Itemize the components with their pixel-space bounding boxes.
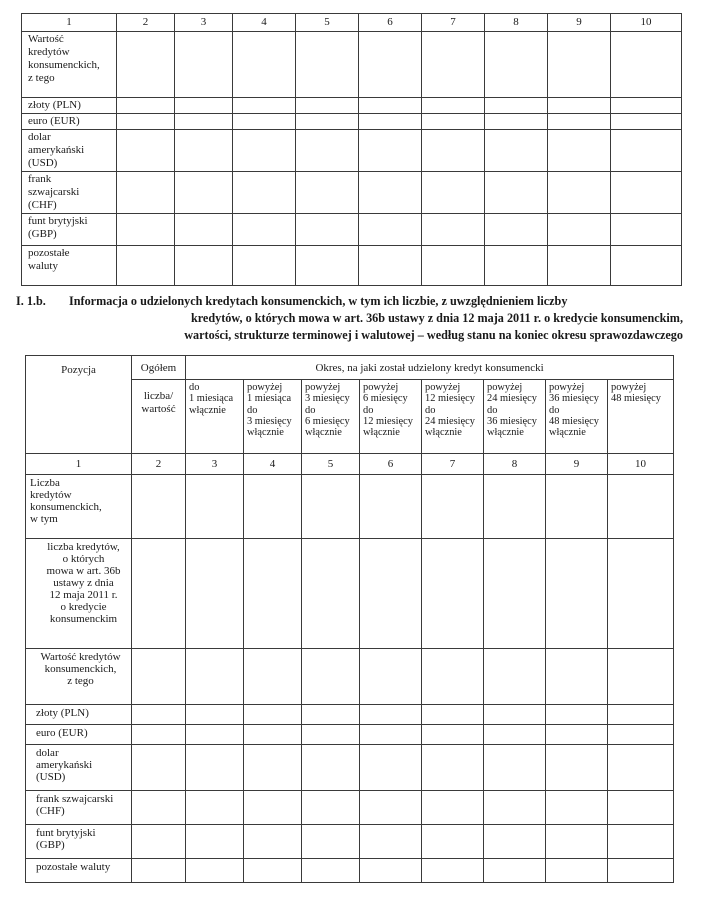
- column-number: 9: [548, 14, 611, 32]
- data-cell[interactable]: [608, 705, 674, 725]
- data-cell[interactable]: [422, 745, 484, 791]
- data-cell[interactable]: [302, 705, 360, 725]
- data-cell[interactable]: [608, 791, 674, 825]
- data-cell[interactable]: [485, 32, 548, 98]
- column-number: 8: [485, 14, 548, 32]
- data-cell[interactable]: [132, 539, 186, 649]
- data-cell[interactable]: [186, 475, 244, 539]
- label-line: z tego: [67, 675, 94, 687]
- consumer-credit-table: [25, 355, 674, 883]
- heading-line: wartości, strukturze terminowej i walutowej – według stanu na koniec okresu sprawozdawczego: [184, 328, 683, 342]
- column-number: 8: [484, 454, 546, 475]
- table-body: [26, 356, 674, 883]
- period-header: [244, 380, 302, 454]
- label-line: ustawy z dnia: [53, 577, 114, 589]
- data-cell[interactable]: [422, 114, 485, 130]
- data-cell[interactable]: [611, 214, 682, 246]
- section-number: I. 1.b.: [16, 294, 46, 308]
- row-label: [22, 246, 117, 286]
- data-cell[interactable]: [485, 172, 548, 214]
- data-cell[interactable]: [422, 98, 485, 114]
- data-cell[interactable]: [302, 825, 360, 859]
- label-line: 1 miesiąca: [189, 393, 234, 405]
- period-header: [422, 380, 484, 454]
- data-cell[interactable]: [296, 114, 359, 130]
- data-cell[interactable]: [359, 246, 422, 286]
- data-cell[interactable]: [422, 246, 485, 286]
- data-cell[interactable]: [422, 825, 484, 859]
- label-line: złoty (PLN): [28, 99, 81, 111]
- data-cell[interactable]: [422, 539, 484, 649]
- period-header: [546, 380, 608, 454]
- data-cell[interactable]: [360, 649, 422, 705]
- data-cell[interactable]: [422, 130, 485, 172]
- data-cell[interactable]: [302, 539, 360, 649]
- label-line: 3 miesięcy: [247, 415, 292, 427]
- label-line: włącznie: [247, 427, 284, 439]
- data-cell[interactable]: [360, 725, 422, 745]
- data-cell[interactable]: [175, 114, 233, 130]
- table-row: [26, 649, 674, 705]
- header-pozycja: Pozycja: [26, 356, 132, 454]
- label-line: frank: [28, 173, 52, 185]
- data-cell[interactable]: [422, 172, 485, 214]
- label-line: amerykański: [28, 144, 85, 156]
- table-row: [22, 32, 682, 98]
- data-cell[interactable]: [244, 725, 302, 745]
- label-line: 3 miesięcy: [305, 393, 350, 405]
- row-label: [26, 725, 132, 745]
- data-cell[interactable]: [186, 859, 244, 883]
- label-line: dolar: [36, 747, 59, 759]
- data-cell[interactable]: [233, 114, 296, 130]
- label-line: 36 miesięcy: [487, 415, 537, 427]
- data-cell[interactable]: [548, 32, 611, 98]
- data-cell[interactable]: [484, 745, 546, 791]
- data-cell[interactable]: [484, 705, 546, 725]
- data-cell[interactable]: [132, 745, 186, 791]
- row-label: [22, 114, 117, 130]
- data-cell[interactable]: [132, 859, 186, 883]
- data-cell[interactable]: [360, 475, 422, 539]
- table-row: [26, 745, 674, 791]
- data-cell[interactable]: [244, 705, 302, 725]
- table-row: [26, 539, 674, 649]
- data-cell[interactable]: [608, 725, 674, 745]
- data-cell[interactable]: [233, 98, 296, 114]
- data-cell[interactable]: [186, 705, 244, 725]
- label-line: włącznie: [487, 427, 524, 439]
- data-cell[interactable]: [360, 539, 422, 649]
- label-line: włącznie: [189, 404, 226, 416]
- column-number: 5: [302, 454, 360, 475]
- header-okres: Okres, na jaki został udzielony kredyt konsumencki: [186, 356, 674, 380]
- label-line: do: [425, 404, 436, 416]
- label-line: amerykański: [36, 759, 93, 771]
- label-line: o których: [62, 553, 105, 565]
- data-cell[interactable]: [360, 791, 422, 825]
- data-cell[interactable]: [296, 246, 359, 286]
- data-cell[interactable]: [186, 539, 244, 649]
- label-line: włącznie: [425, 427, 462, 439]
- header-ogolem-sub: [132, 380, 186, 454]
- period-header: [484, 380, 546, 454]
- data-cell[interactable]: [546, 745, 608, 791]
- label-line: 6 miesięcy: [305, 415, 350, 427]
- label-line: powyżej: [305, 382, 341, 393]
- data-cell[interactable]: [244, 475, 302, 539]
- label-line: o kredycie: [60, 601, 107, 613]
- table-row: [22, 214, 682, 246]
- column-number: 4: [244, 454, 302, 475]
- label-line: do: [305, 404, 316, 416]
- column-number: 7: [422, 14, 485, 32]
- data-cell[interactable]: [117, 98, 175, 114]
- data-cell[interactable]: [546, 649, 608, 705]
- data-cell[interactable]: [233, 214, 296, 246]
- data-cell[interactable]: [117, 114, 175, 130]
- data-cell[interactable]: [117, 246, 175, 286]
- data-cell[interactable]: [175, 98, 233, 114]
- data-cell[interactable]: [548, 98, 611, 114]
- data-cell[interactable]: [244, 825, 302, 859]
- row-label: [22, 214, 117, 246]
- label-line: pozostałe waluty: [36, 861, 111, 873]
- data-cell[interactable]: [608, 539, 674, 649]
- data-cell[interactable]: [422, 859, 484, 883]
- label-line: mowa w art. 36b: [46, 565, 121, 577]
- data-cell[interactable]: [302, 725, 360, 745]
- label-line: 1 miesiąca: [247, 393, 292, 405]
- data-cell[interactable]: [546, 825, 608, 859]
- label-line: (USD): [28, 157, 58, 169]
- column-number-row: [22, 14, 682, 32]
- label-line: 48 miesięcy: [549, 415, 599, 427]
- data-cell[interactable]: [611, 32, 682, 98]
- table-row: [22, 98, 682, 114]
- column-number: 3: [186, 454, 244, 475]
- data-cell[interactable]: [233, 172, 296, 214]
- label-line: pozostałe: [28, 247, 70, 259]
- column-number: 3: [175, 14, 233, 32]
- table-row: [22, 246, 682, 286]
- data-cell[interactable]: [611, 130, 682, 172]
- label-line: powyżej: [247, 382, 283, 393]
- data-cell[interactable]: [484, 475, 546, 539]
- data-cell[interactable]: [132, 705, 186, 725]
- data-cell[interactable]: [546, 859, 608, 883]
- label-line: szwajcarski: [28, 186, 80, 198]
- column-number: 1: [22, 14, 117, 32]
- data-cell[interactable]: [186, 791, 244, 825]
- label-line: powyżej: [549, 382, 585, 393]
- data-cell[interactable]: [302, 791, 360, 825]
- data-cell[interactable]: [548, 130, 611, 172]
- data-cell[interactable]: [296, 32, 359, 98]
- label-line: (GBP): [36, 839, 65, 851]
- data-cell[interactable]: [302, 745, 360, 791]
- column-number: 10: [608, 454, 674, 475]
- data-cell[interactable]: [608, 649, 674, 705]
- column-number: 6: [359, 14, 422, 32]
- column-number: 9: [546, 454, 608, 475]
- row-label: [26, 859, 132, 883]
- label-line: (GBP): [28, 228, 57, 240]
- label-line: konsumenckim: [49, 613, 118, 625]
- label-line: 36 miesięcy: [549, 393, 599, 405]
- period-header: [608, 380, 674, 454]
- label-line: (CHF): [28, 199, 57, 211]
- heading-line: kredytów, o których mowa w art. 36b ustawy z dnia 12 maja 2011 r. o kredycie konsumenckim,: [190, 311, 683, 325]
- data-cell[interactable]: [296, 98, 359, 114]
- row-label: [26, 705, 132, 725]
- data-cell[interactable]: [360, 825, 422, 859]
- data-cell[interactable]: [422, 791, 484, 825]
- data-cell[interactable]: [546, 725, 608, 745]
- data-cell[interactable]: [359, 98, 422, 114]
- heading-line: Informacja o udzielonych kredytach konsumenckich, w tym ich liczbie, z uwzględnieniem liczby: [69, 294, 568, 308]
- data-cell[interactable]: [422, 649, 484, 705]
- table-row: [26, 725, 674, 745]
- period-header: [302, 380, 360, 454]
- data-cell[interactable]: [117, 214, 175, 246]
- column-number: 4: [233, 14, 296, 32]
- column-number: 10: [611, 14, 682, 32]
- data-cell[interactable]: [175, 172, 233, 214]
- data-cell[interactable]: [359, 114, 422, 130]
- data-cell[interactable]: [548, 172, 611, 214]
- data-cell[interactable]: [175, 32, 233, 98]
- data-cell[interactable]: [117, 172, 175, 214]
- data-cell[interactable]: [175, 246, 233, 286]
- data-cell[interactable]: [548, 114, 611, 130]
- data-cell[interactable]: [132, 649, 186, 705]
- data-cell[interactable]: [422, 32, 485, 98]
- row-label: [22, 98, 117, 114]
- data-cell[interactable]: [244, 745, 302, 791]
- label-line: waluty: [28, 260, 58, 272]
- data-cell[interactable]: [360, 745, 422, 791]
- label-line: 12 miesięcy: [363, 415, 413, 427]
- data-cell[interactable]: [132, 791, 186, 825]
- table-row: [22, 172, 682, 214]
- data-cell[interactable]: [548, 246, 611, 286]
- label-line: 24 miesięcy: [487, 393, 537, 405]
- data-cell[interactable]: [244, 859, 302, 883]
- label-line: do: [549, 404, 560, 416]
- data-cell[interactable]: [233, 246, 296, 286]
- data-cell[interactable]: [484, 649, 546, 705]
- table-row: [26, 475, 674, 539]
- column-number: 5: [296, 14, 359, 32]
- data-cell[interactable]: [611, 172, 682, 214]
- data-cell[interactable]: [233, 32, 296, 98]
- data-cell[interactable]: [186, 745, 244, 791]
- label-line: euro (EUR): [28, 115, 80, 127]
- data-cell[interactable]: [485, 130, 548, 172]
- column-number: 2: [132, 454, 186, 475]
- label-line: kredytów: [30, 489, 72, 501]
- label-line: (CHF): [36, 805, 65, 817]
- data-cell[interactable]: [422, 214, 485, 246]
- column-number: 7: [422, 454, 484, 475]
- data-cell[interactable]: [422, 725, 484, 745]
- data-cell[interactable]: [611, 114, 682, 130]
- data-cell[interactable]: [186, 825, 244, 859]
- data-cell[interactable]: [359, 214, 422, 246]
- data-cell[interactable]: [244, 791, 302, 825]
- row-label: [22, 130, 117, 172]
- label-line: konsumenckich,: [28, 59, 100, 71]
- data-cell[interactable]: [302, 859, 360, 883]
- label-line: funt brytyjski: [28, 215, 88, 227]
- section-title: [69, 293, 683, 344]
- row-label: [26, 539, 132, 649]
- data-cell[interactable]: [132, 725, 186, 745]
- table-row: [26, 791, 674, 825]
- column-number: 1: [26, 454, 132, 475]
- data-cell[interactable]: [244, 649, 302, 705]
- label-line: powyżej: [611, 382, 647, 393]
- data-cell[interactable]: [546, 705, 608, 725]
- row-label: [26, 475, 132, 539]
- data-cell[interactable]: [175, 214, 233, 246]
- data-cell[interactable]: [485, 98, 548, 114]
- data-cell[interactable]: [611, 246, 682, 286]
- table-row: [26, 825, 674, 859]
- data-cell[interactable]: [422, 475, 484, 539]
- data-cell[interactable]: [359, 130, 422, 172]
- table-row: [26, 859, 674, 883]
- label-line: 48 miesięcy: [611, 393, 661, 405]
- column-number: 6: [360, 454, 422, 475]
- label-line: do: [487, 404, 498, 416]
- label-line: powyżej: [487, 382, 523, 393]
- table-row: [22, 114, 682, 130]
- data-cell[interactable]: [608, 859, 674, 883]
- label-line: powyżej: [363, 382, 399, 393]
- period-header: [360, 380, 422, 454]
- label-line: dolar: [28, 131, 51, 143]
- header-row: [26, 356, 674, 380]
- table-row: [26, 705, 674, 725]
- data-cell[interactable]: [484, 825, 546, 859]
- label-line: frank szwajcarski: [36, 793, 114, 805]
- row-label: [26, 745, 132, 791]
- data-cell[interactable]: [484, 859, 546, 883]
- data-cell[interactable]: [608, 825, 674, 859]
- data-cell[interactable]: [611, 98, 682, 114]
- data-cell[interactable]: [422, 705, 484, 725]
- row-label: [26, 791, 132, 825]
- table-row: [22, 130, 682, 172]
- label-line: konsumenckich,: [44, 663, 117, 675]
- label-line: konsumenckich,: [30, 501, 102, 513]
- data-cell[interactable]: [233, 130, 296, 172]
- data-cell[interactable]: [296, 130, 359, 172]
- data-cell[interactable]: [548, 214, 611, 246]
- header-line: liczba/: [143, 390, 174, 402]
- header-line: wartość: [141, 403, 176, 415]
- data-cell[interactable]: [175, 130, 233, 172]
- data-cell[interactable]: [484, 791, 546, 825]
- label-line: Wartość: [28, 33, 64, 45]
- label-line: włącznie: [305, 427, 342, 439]
- row-label: [22, 32, 117, 98]
- label-line: euro (EUR): [36, 727, 88, 739]
- data-cell[interactable]: [302, 649, 360, 705]
- row-label: [26, 825, 132, 859]
- data-cell[interactable]: [485, 114, 548, 130]
- data-cell[interactable]: [244, 539, 302, 649]
- label-line: 24 miesięcy: [425, 415, 475, 427]
- data-cell[interactable]: [117, 130, 175, 172]
- period-header: [186, 380, 244, 454]
- data-cell[interactable]: [296, 214, 359, 246]
- data-cell[interactable]: [360, 705, 422, 725]
- label-line: 12 maja 2011 r.: [49, 589, 118, 601]
- label-line: z tego: [28, 72, 55, 84]
- currency-value-table: [21, 13, 682, 286]
- label-line: do: [189, 382, 200, 393]
- label-line: do: [363, 404, 374, 416]
- label-line: Wartość kredytów: [40, 651, 121, 663]
- data-cell[interactable]: [608, 745, 674, 791]
- data-cell[interactable]: [359, 32, 422, 98]
- header-ogolem: Ogółem: [132, 356, 186, 380]
- data-cell[interactable]: [186, 649, 244, 705]
- data-cell[interactable]: [132, 475, 186, 539]
- data-cell[interactable]: [546, 539, 608, 649]
- data-cell[interactable]: [484, 539, 546, 649]
- label-line: 12 miesięcy: [425, 393, 475, 405]
- label-line: liczba kredytów,: [47, 541, 120, 553]
- data-cell[interactable]: [117, 32, 175, 98]
- label-line: w tym: [30, 513, 58, 525]
- data-cell[interactable]: [186, 725, 244, 745]
- data-cell[interactable]: [484, 725, 546, 745]
- label-line: Liczba: [30, 477, 60, 489]
- label-line: kredytów: [28, 46, 70, 58]
- data-cell[interactable]: [359, 172, 422, 214]
- data-cell[interactable]: [296, 172, 359, 214]
- data-cell[interactable]: [485, 214, 548, 246]
- data-cell[interactable]: [132, 825, 186, 859]
- label-line: (USD): [36, 771, 66, 783]
- data-cell[interactable]: [485, 246, 548, 286]
- label-line: powyżej: [425, 382, 461, 393]
- column-number-row: [26, 454, 674, 475]
- data-cell[interactable]: [360, 859, 422, 883]
- data-cell[interactable]: [546, 791, 608, 825]
- label-line: 6 miesięcy: [363, 393, 408, 405]
- data-cell[interactable]: [546, 475, 608, 539]
- data-cell[interactable]: [302, 475, 360, 539]
- table-body: [22, 14, 682, 286]
- label-line: włącznie: [363, 427, 400, 439]
- label-line: włącznie: [549, 427, 586, 439]
- label-line: do: [247, 404, 258, 416]
- label-line: złoty (PLN): [36, 707, 89, 719]
- label-line: funt brytyjski: [36, 827, 96, 839]
- row-label: [26, 649, 132, 705]
- column-number: 2: [117, 14, 175, 32]
- row-label: [22, 172, 117, 214]
- data-cell[interactable]: [608, 475, 674, 539]
